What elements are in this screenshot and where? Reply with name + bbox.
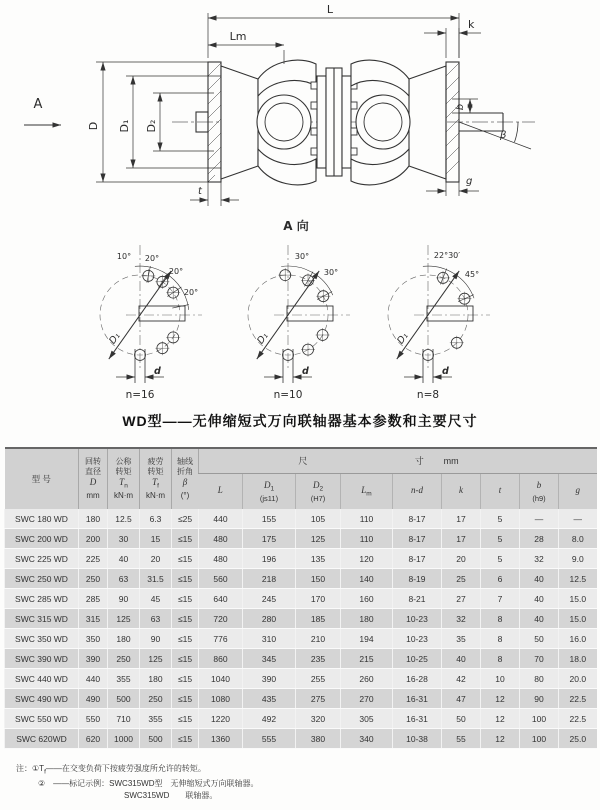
cell-value: 32 <box>442 609 481 629</box>
cell-model: SWC 440 WD <box>5 669 79 689</box>
cell-value: 90 <box>108 589 140 609</box>
cell-value: ≤15 <box>172 569 199 589</box>
cell-value: 8 <box>481 649 520 669</box>
cell-value: 8-17 <box>393 529 442 549</box>
cell-value: 196 <box>243 549 296 569</box>
col-header-bend-angle: 轴线 折角 β (°) <box>172 448 199 509</box>
flange-diagram-n16 <box>100 245 202 401</box>
col-header-fatigue-torque: 疲劳 转矩 $T_f$ kN·m <box>140 448 172 509</box>
col-header-D1: $D_1$ (js11) <box>243 474 296 510</box>
cell-model: SWC 390 WD <box>5 649 79 669</box>
cell-value: 35 <box>442 629 481 649</box>
angle-label: 45° <box>464 270 480 279</box>
cell-value: 280 <box>243 609 296 629</box>
cell-value: 500 <box>140 729 172 749</box>
cell-value: 28 <box>520 529 559 549</box>
dim-Lm <box>208 45 284 64</box>
cell-value: 8 <box>481 629 520 649</box>
cell-value: 150 <box>296 569 341 589</box>
cell-value: ≤25 <box>172 509 199 529</box>
note-line-3: SWC315WD 联轴器。 <box>124 791 218 801</box>
bolt-holes <box>278 268 330 360</box>
cell-value: ≤15 <box>172 709 199 729</box>
cell-value: 310 <box>243 629 296 649</box>
cell-model: SWC 250 WD <box>5 569 79 589</box>
cell-value: 10-23 <box>393 609 442 629</box>
cell-value: 260 <box>341 669 393 689</box>
cell-value: 15.0 <box>559 589 597 609</box>
cell-value: 6 <box>481 569 520 589</box>
table-row <box>5 549 597 569</box>
cell-value: 305 <box>341 709 393 729</box>
cell-value: 8-19 <box>393 569 442 589</box>
cell-value: 17 <box>442 529 481 549</box>
table-row <box>5 729 597 749</box>
cell-value: 30 <box>108 529 140 549</box>
cell-value: 180 <box>108 629 140 649</box>
cell-value: 250 <box>140 689 172 709</box>
page-title: WD型——无伸缩短式万向联轴器基本参数和主要尺寸 <box>122 413 478 429</box>
diagram-caption: n=10 <box>273 389 303 401</box>
table-row <box>5 609 597 629</box>
angle-label: 20° <box>168 267 184 276</box>
note-line-2: ② ——标记示例：SWC315WD型 无伸缩短式万向联轴器。 <box>38 778 259 788</box>
cell-value: 380 <box>296 729 341 749</box>
dim-D2-label: D₂ <box>145 119 158 133</box>
dim-D1-label: D₁ <box>118 119 131 133</box>
cell-value: 555 <box>243 729 296 749</box>
cell-value: 100 <box>520 709 559 729</box>
cell-value: 440 <box>79 669 108 689</box>
cell-value: 15.0 <box>559 609 597 629</box>
cell-value: 250 <box>79 569 108 589</box>
beta-angle <box>459 122 531 149</box>
cell-value: 175 <box>243 529 296 549</box>
cell-model: SWC 180 WD <box>5 509 79 529</box>
cell-value: 5 <box>481 509 520 529</box>
cell-value: 350 <box>79 629 108 649</box>
diagram-caption: n=16 <box>125 389 155 401</box>
cell-value: 90 <box>520 689 559 709</box>
cell-value: 20 <box>442 549 481 569</box>
cell-value: 1040 <box>199 669 243 689</box>
col-header-k: k <box>442 474 481 510</box>
cell-value: 210 <box>296 629 341 649</box>
cell-value: 22.5 <box>559 689 597 709</box>
cell-value: 8-17 <box>393 509 442 529</box>
flange-diagram-n10 <box>248 245 350 401</box>
cell-value: 320 <box>296 709 341 729</box>
cell-value: 32 <box>520 549 559 569</box>
cell-value: 110 <box>341 529 393 549</box>
right-yoke <box>351 60 446 185</box>
col-header-b: b (h9) <box>520 474 559 510</box>
hole-dia-label: d <box>302 366 309 377</box>
dim-b-label: b <box>455 103 466 111</box>
cell-value: 255 <box>296 669 341 689</box>
flange-hole-diagrams <box>0 237 600 409</box>
cell-value: 6.3 <box>140 509 172 529</box>
assembly-drawing <box>0 0 600 237</box>
note-line-1: 注：$①T_f——$在交变负荷下按疲劳强度所允许的转矩。 <box>16 764 206 776</box>
table-row <box>5 669 597 689</box>
cell-value: 12 <box>481 729 520 749</box>
cell-value: 50 <box>442 709 481 729</box>
cell-value: ≤15 <box>172 729 199 749</box>
cell-value: 245 <box>243 589 296 609</box>
cell-value: 7 <box>481 589 520 609</box>
cell-value: 8.0 <box>559 529 597 549</box>
cell-value: 5 <box>481 529 520 549</box>
cell-value: 440 <box>199 509 243 529</box>
cell-value: 10-38 <box>393 729 442 749</box>
diagram-caption: n=8 <box>416 389 440 401</box>
cell-value: 8-21 <box>393 589 442 609</box>
cell-value: 776 <box>199 629 243 649</box>
cell-value: 100 <box>520 729 559 749</box>
cell-value: 8 <box>481 609 520 629</box>
col-header-Lm: $L_m$ <box>341 474 393 510</box>
cell-value: 22.5 <box>559 709 597 729</box>
cell-value: 110 <box>341 509 393 529</box>
cell-value: 560 <box>199 569 243 589</box>
cell-value: 47 <box>442 689 481 709</box>
notes <box>16 763 259 802</box>
cell-value: 180 <box>79 509 108 529</box>
dim-g-label: g <box>466 176 473 187</box>
cell-value: 620 <box>79 729 108 749</box>
cell-value: 105 <box>296 509 341 529</box>
cell-value: 185 <box>296 609 341 629</box>
dim-L-label: L <box>326 3 334 16</box>
view-caption: A 向 <box>283 219 309 233</box>
cell-model: SWC 225 WD <box>5 549 79 569</box>
table-row <box>5 629 597 649</box>
dim-Lm-label: Lm <box>229 30 247 43</box>
cell-value: 125 <box>140 649 172 669</box>
cell-value: 27 <box>442 589 481 609</box>
cell-value: 194 <box>341 629 393 649</box>
cell-value: 435 <box>243 689 296 709</box>
cell-value: 710 <box>108 709 140 729</box>
cell-model: SWC 285 WD <box>5 589 79 609</box>
cell-value: 125 <box>108 609 140 629</box>
table-row <box>5 689 597 709</box>
cell-value: ≤15 <box>172 649 199 669</box>
cell-value: ≤15 <box>172 609 199 629</box>
cell-value: 16.0 <box>559 629 597 649</box>
table-row <box>5 589 597 609</box>
cell-value: 550 <box>79 709 108 729</box>
cell-model: SWC 620WD <box>5 729 79 749</box>
cell-value: — <box>559 509 597 529</box>
cell-value: 1220 <box>199 709 243 729</box>
cell-value: 155 <box>243 509 296 529</box>
col-header-nominal-torque: 公称 转矩 $T_n$ kN·m <box>108 448 140 509</box>
table-row <box>5 529 597 549</box>
dim-k-label: k <box>468 18 475 31</box>
col-header-g: g <box>559 474 597 510</box>
cell-value: 18.0 <box>559 649 597 669</box>
cell-value: 218 <box>243 569 296 589</box>
cell-value: 492 <box>243 709 296 729</box>
cell-value: 17 <box>442 509 481 529</box>
cell-model: SWC 490 WD <box>5 689 79 709</box>
d1-dia-label: D₁ <box>395 330 411 347</box>
cell-value: 1360 <box>199 729 243 749</box>
cell-value: 63 <box>140 609 172 629</box>
hole-dia-label: d <box>442 366 449 377</box>
cell-value: 9.0 <box>559 549 597 569</box>
cell-value: 235 <box>296 649 341 669</box>
cell-value: 125 <box>296 529 341 549</box>
left-yoke <box>221 60 316 185</box>
view-A-label: A <box>33 97 43 112</box>
cell-value: ≤15 <box>172 549 199 569</box>
cell-value: 490 <box>79 689 108 709</box>
col-header-D2: $D_2$ (H7) <box>296 474 341 510</box>
cell-value: 180 <box>341 609 393 629</box>
angle-label: 20° <box>183 288 199 297</box>
cell-value: 10-23 <box>393 629 442 649</box>
cell-value: 135 <box>296 549 341 569</box>
dim-k <box>424 28 481 58</box>
col-header-diameter: 回转 直径 D mm <box>79 448 108 509</box>
cell-value: 90 <box>140 629 172 649</box>
cell-value: 340 <box>341 729 393 749</box>
cell-value: 8-17 <box>393 549 442 569</box>
cell-value: 25.0 <box>559 729 597 749</box>
cell-model: SWC 315 WD <box>5 609 79 629</box>
cell-value: 270 <box>341 689 393 709</box>
cell-value: 80 <box>520 669 559 689</box>
cell-value: 1080 <box>199 689 243 709</box>
angle-label: 22°30′ <box>433 251 461 260</box>
cell-value: 70 <box>520 649 559 669</box>
cell-value: 15 <box>140 529 172 549</box>
cell-value: 10-25 <box>393 649 442 669</box>
bolt-holes <box>423 271 472 361</box>
cell-value: 720 <box>199 609 243 629</box>
cell-value: 31.5 <box>140 569 172 589</box>
cell-value: 140 <box>341 569 393 589</box>
cell-value: 170 <box>296 589 341 609</box>
cell-value: 285 <box>79 589 108 609</box>
dim-D-label: D <box>87 121 100 131</box>
angle-label: 30° <box>294 252 310 261</box>
cell-value: 640 <box>199 589 243 609</box>
cell-value: 5 <box>481 549 520 569</box>
d1-dia-label: D₁ <box>255 330 271 347</box>
cell-value: 16-28 <box>393 669 442 689</box>
parameter-table <box>4 447 597 749</box>
cell-value: 40 <box>520 569 559 589</box>
cell-value: 315 <box>79 609 108 629</box>
col-header-nd: n-d <box>393 474 442 510</box>
cell-value: 42 <box>442 669 481 689</box>
cell-value: 225 <box>79 549 108 569</box>
table-row <box>5 509 597 529</box>
cell-value: 275 <box>296 689 341 709</box>
cell-model: SWC 200 WD <box>5 529 79 549</box>
cell-value: 40 <box>520 609 559 629</box>
angle-label: 10° <box>116 252 132 261</box>
cell-value: 12.5 <box>559 569 597 589</box>
cell-value: 63 <box>108 569 140 589</box>
cell-value: 45 <box>140 589 172 609</box>
cell-value: 250 <box>108 649 140 669</box>
cell-value: 355 <box>140 709 172 729</box>
cell-value: 180 <box>140 669 172 689</box>
cell-value: 390 <box>79 649 108 669</box>
beta-label: β <box>500 130 507 141</box>
cell-value: 355 <box>108 669 140 689</box>
cell-value: 16-31 <box>393 689 442 709</box>
cell-value: 55 <box>442 729 481 749</box>
cell-value: ≤15 <box>172 629 199 649</box>
cell-value: ≤15 <box>172 689 199 709</box>
cell-value: ≤15 <box>172 669 199 689</box>
cell-value: 160 <box>341 589 393 609</box>
hole-dia-label: d <box>154 366 161 377</box>
d1-dia-label: D₁ <box>107 330 123 347</box>
cell-value: 20 <box>140 549 172 569</box>
angle-label: 30° <box>323 268 339 277</box>
col-header-L: L <box>199 474 243 510</box>
cell-value: 215 <box>341 649 393 669</box>
cell-value: 12 <box>481 689 520 709</box>
cell-value: 40 <box>442 649 481 669</box>
cell-value: 120 <box>341 549 393 569</box>
table-row <box>5 569 597 589</box>
cell-value: 12 <box>481 709 520 729</box>
col-group-dimensions: 尺 寸 mm <box>199 448 597 474</box>
angle-label: 20° <box>144 254 160 263</box>
cell-value: 40 <box>108 549 140 569</box>
cell-value: 20.0 <box>559 669 597 689</box>
cell-value: 10 <box>481 669 520 689</box>
cell-value: 200 <box>79 529 108 549</box>
cell-model: SWC 550 WD <box>5 709 79 729</box>
cell-value: 390 <box>243 669 296 689</box>
cell-value: ≤15 <box>172 589 199 609</box>
cell-value: 860 <box>199 649 243 669</box>
cell-value: 25 <box>442 569 481 589</box>
table-row <box>5 649 597 669</box>
center-joint <box>311 68 357 176</box>
cell-model: SWC 350 WD <box>5 629 79 649</box>
cell-value: ≤15 <box>172 529 199 549</box>
cell-value: 16-31 <box>393 709 442 729</box>
cell-value: 500 <box>108 689 140 709</box>
cell-value: 50 <box>520 629 559 649</box>
cell-value: 480 <box>199 529 243 549</box>
flange-diagram-n8 <box>388 245 490 401</box>
cell-value: — <box>520 509 559 529</box>
notes-label: 注： <box>16 764 32 773</box>
table-body <box>5 509 597 749</box>
cell-value: 40 <box>520 589 559 609</box>
cell-value: 1000 <box>108 729 140 749</box>
col-header-t: t <box>481 474 520 510</box>
cell-value: 345 <box>243 649 296 669</box>
dim-t-label: t <box>198 186 202 197</box>
col-header-model: 型 号 <box>5 448 79 509</box>
table-row <box>5 709 597 729</box>
cell-value: 480 <box>199 549 243 569</box>
cell-value: 12.5 <box>108 509 140 529</box>
